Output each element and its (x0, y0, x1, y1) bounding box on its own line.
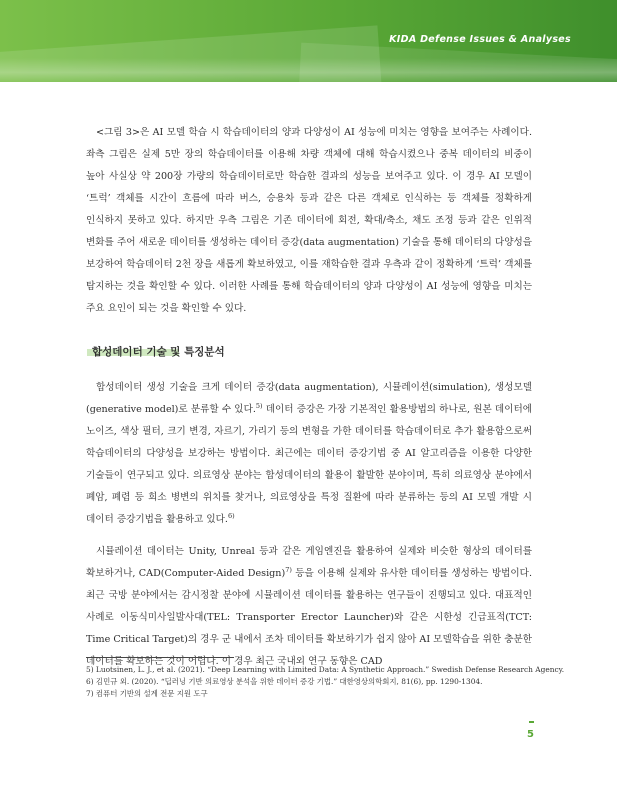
footnote-divider (86, 657, 234, 658)
running-title: KIDA Defense Issues & Analyses (389, 34, 571, 45)
footnote-ref-6: 6) (227, 511, 235, 520)
paragraph-synthetic-data-methods (86, 377, 532, 531)
footnotes (86, 664, 565, 700)
section-heading (92, 344, 532, 359)
footnote-7: 7) 컴퓨터 기반의 설계 전문 지원 도구 (86, 689, 208, 698)
paragraph-text: 데이터 증강은 가장 기본적인 활용방법의 하나로, 원본 데이터에 노이즈, 색상 필터, 크기 변경, 자르기, 가리기 등의 변형을 가한 데이터를 학습데이터로 추가 활용함으로써 학습데이터의 다양성을 보강하는 방법이다. 최근에는 데이터 증강기법 중 AI 알고리즘을 이용한 다양한 기술들이 연구되고 있다. 의료영상 분야는 합성데이터의 활용이 활발한 분야이며, 특히 의료영상 분야에서 폐암, 폐렴 등 희소 병변의 위치를 찾거나, 의료영상을 특정 질환에 따라 분류하는 등의 AI 모델 개발 시 데이터 증강기법을 활용하고 있다. (86, 404, 532, 525)
section-heading-text: 합성데이터 기술 및 특징분석 (92, 346, 225, 358)
header-band (0, 0, 617, 82)
header-decoration (0, 58, 617, 82)
page-number-mark (529, 721, 534, 723)
paragraph-figure3-description: <그림 3>은 AI 모델 학습 시 학습데이터의 양과 다양성이 AI 성능에 미치는 영향을 보여주는 사례이다. 좌측 그림은 실제 5만 장의 학습데이터를 이용해 차량 객체에 대해 학습시켰으나 중복 데이터의 비중이 높아 사실상 약 200장 가량의 학습데이터로만 학습한 결과의 성능을 보여주고 있다. 이 경우 AI 모델이 ‘트럭’ 객체를 시간이 흐름에 따라 버스, 승용차 등과 같은 다른 객체로 인식하는 등 객체를 정확하게 인식하지 못하고 있다. 하지만 우측 그림은 기존 데이터에 회전, 확대/축소, 채도 조정 등과 같은 인위적 변화를 주어 새로운 데이터를 생성하는 데이터 증강(data augmentation) 기술을 통해 데이터의 다양성을 보강하여 학습데이터 2천 장을 새롭게 확보하였고, 이를 재학습한 결과 우측과 같이 정확하게 ‘트럭’ 객체를 탐지하는 것을 확인할 수 있다. 이러한 사례를 통해 학습데이터의 양과 다양성이 AI 성능에 영향을 미치는 주요 요인이 되는 것을 확인할 수 있다. (86, 127, 532, 314)
footnote-6: 6) 김민규 외. (2020). “딥러닝 기반 의료영상 분석을 위한 데이터 증강 기법.” 대한영상의학회지, 81(6), pp. 1290-1304. (86, 677, 483, 686)
paragraph-text: 시뮬레이션 데이터는 Unity, Unreal 등과 같은 게임엔진을 활용하여 실제와 비슷한 형상의 데이터를 확보하거나, CAD(Computer-Aided Design) (86, 546, 532, 579)
footnote-ref-7: 7) (285, 565, 292, 574)
page-number: 5 (527, 729, 534, 740)
paragraph-text: 합성데이터 생성 기술을 크게 데이터 증강(data augmentation), 시뮬레이션(simulation), 생성모델(generative model)로 분류할 수 있다. (86, 382, 532, 415)
main-content (86, 122, 532, 673)
footnote-ref-5: 5) (255, 401, 263, 410)
footnote-5: 5) Luotsinen, L. J., et al. (2021). “Deep Learning with Limited Data: A Synthetic Approach.” Swedish Defense Research Agency. (86, 665, 565, 674)
paragraph-simulation-data (86, 541, 532, 673)
paragraph-text: 등을 이용해 실제와 유사한 데이터를 생성하는 방법이다. 최근 국방 분야에서는 감시정찰 분야에 시뮬레이션 데이터를 활용하는 연구들이 진행되고 있다. 대표적인 사례로 이동식미사일발사대(TEL: Transporter Erector Launcher)와 같은 시한성 긴급표적(TCT: Time Critical Target)의 경우 군 내에서 조차 데이터를 확보하기가 쉽지 않아 AI 모델학습을 위한 충분한 데이터를 확보하는 것이 어렵다. 이 경우 최근 국내외 연구 동향은 CAD (86, 568, 532, 667)
